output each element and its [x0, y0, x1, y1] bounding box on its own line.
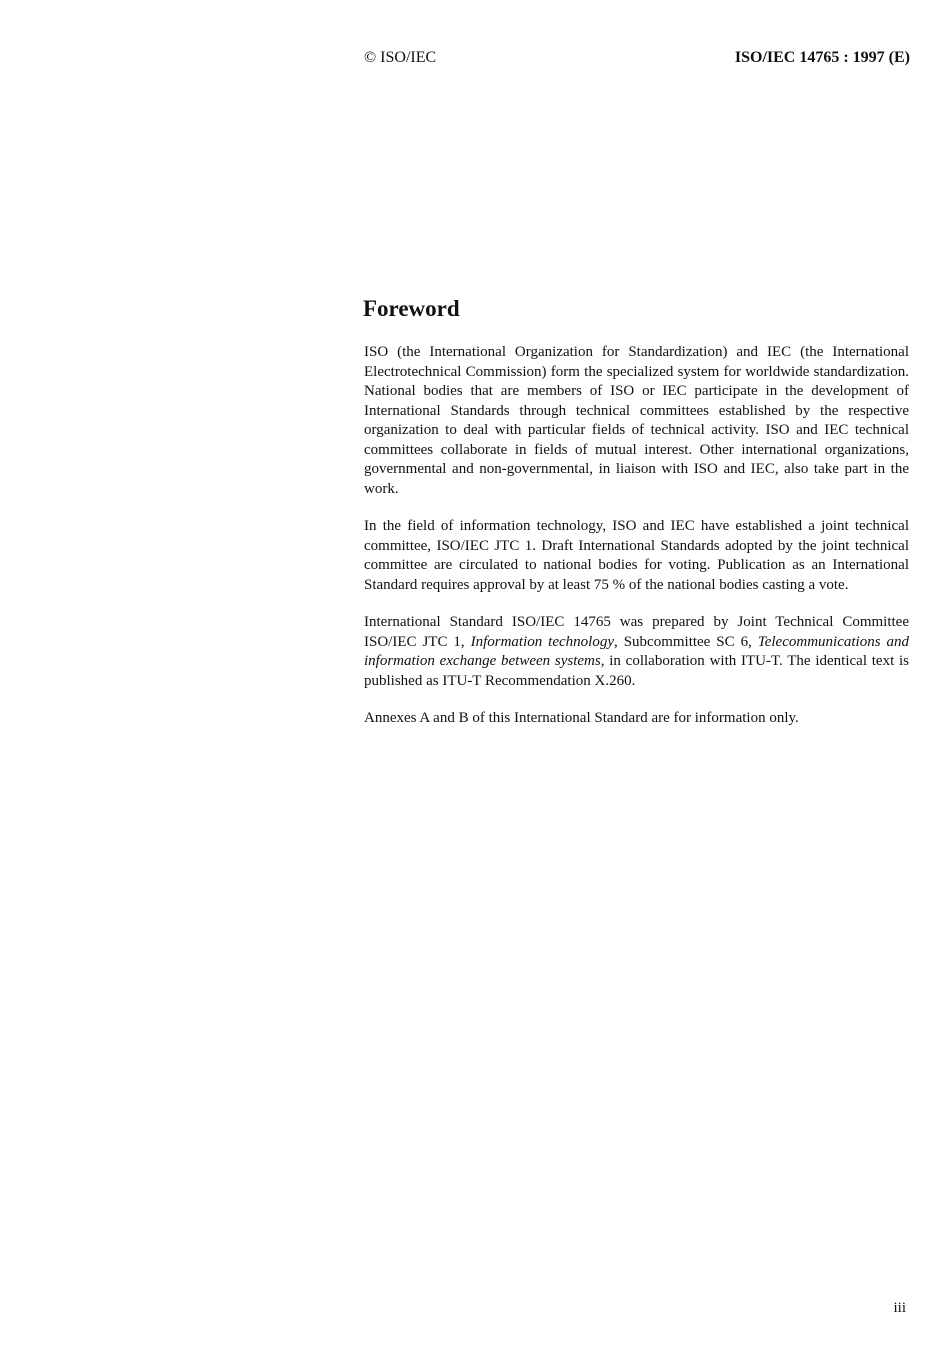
paragraph-3-italic-2: Telecommunications and information exchange between systems	[364, 633, 909, 669]
paragraph-3-italic-1: Information technology	[470, 633, 614, 650]
paragraph-3-text-2: , Subcommittee SC 6,	[614, 633, 758, 650]
foreword-body	[364, 343, 909, 747]
paragraph-3	[364, 613, 909, 691]
page-title: Foreword	[363, 296, 460, 321]
paragraph-3-text-3: , in collaboration with ITU-T. The identical text is published as ITU-T Recommendation X.260.	[364, 653, 910, 689]
paragraph-2: In the field of information technology, ISO and IEC have established a joint technical committee, ISO/IEC JTC 1. Draft International Standards adopted by the joint technical committee are circulated to national bodies for voting. Publication as an International Standard requires approval by at least 75 % of the national bodies casting a vote.	[364, 518, 909, 593]
header-document-number: ISO/IEC 14765 : 1997 (E)	[734, 49, 910, 66]
paragraph-1: ISO (the International Organization for Standardization) and IEC (the International Electrotechnical Commission) form the specialized system for worldwide standardization. National bodies that are members of ISO or IEC participate in the development of International Standards through technical committees established by the respective organization to deal with particular fields of technical activity. ISO and IEC technical committees collaborate in fields of mutual interest. Other international organizations, governmental and non-governmental, in liaison with ISO and IEC, also take part in the work.	[364, 344, 909, 497]
page-number: iii	[893, 1300, 906, 1316]
header-copyright: © ISO/IEC	[364, 49, 437, 66]
paragraph-4: Annexes A and B of this International Standard are for information only.	[364, 710, 799, 726]
paragraph-3-text-1: International Standard ISO/IEC 14765 was prepared by Joint Technical Committee ISO/IEC JTC 1,	[364, 614, 909, 650]
